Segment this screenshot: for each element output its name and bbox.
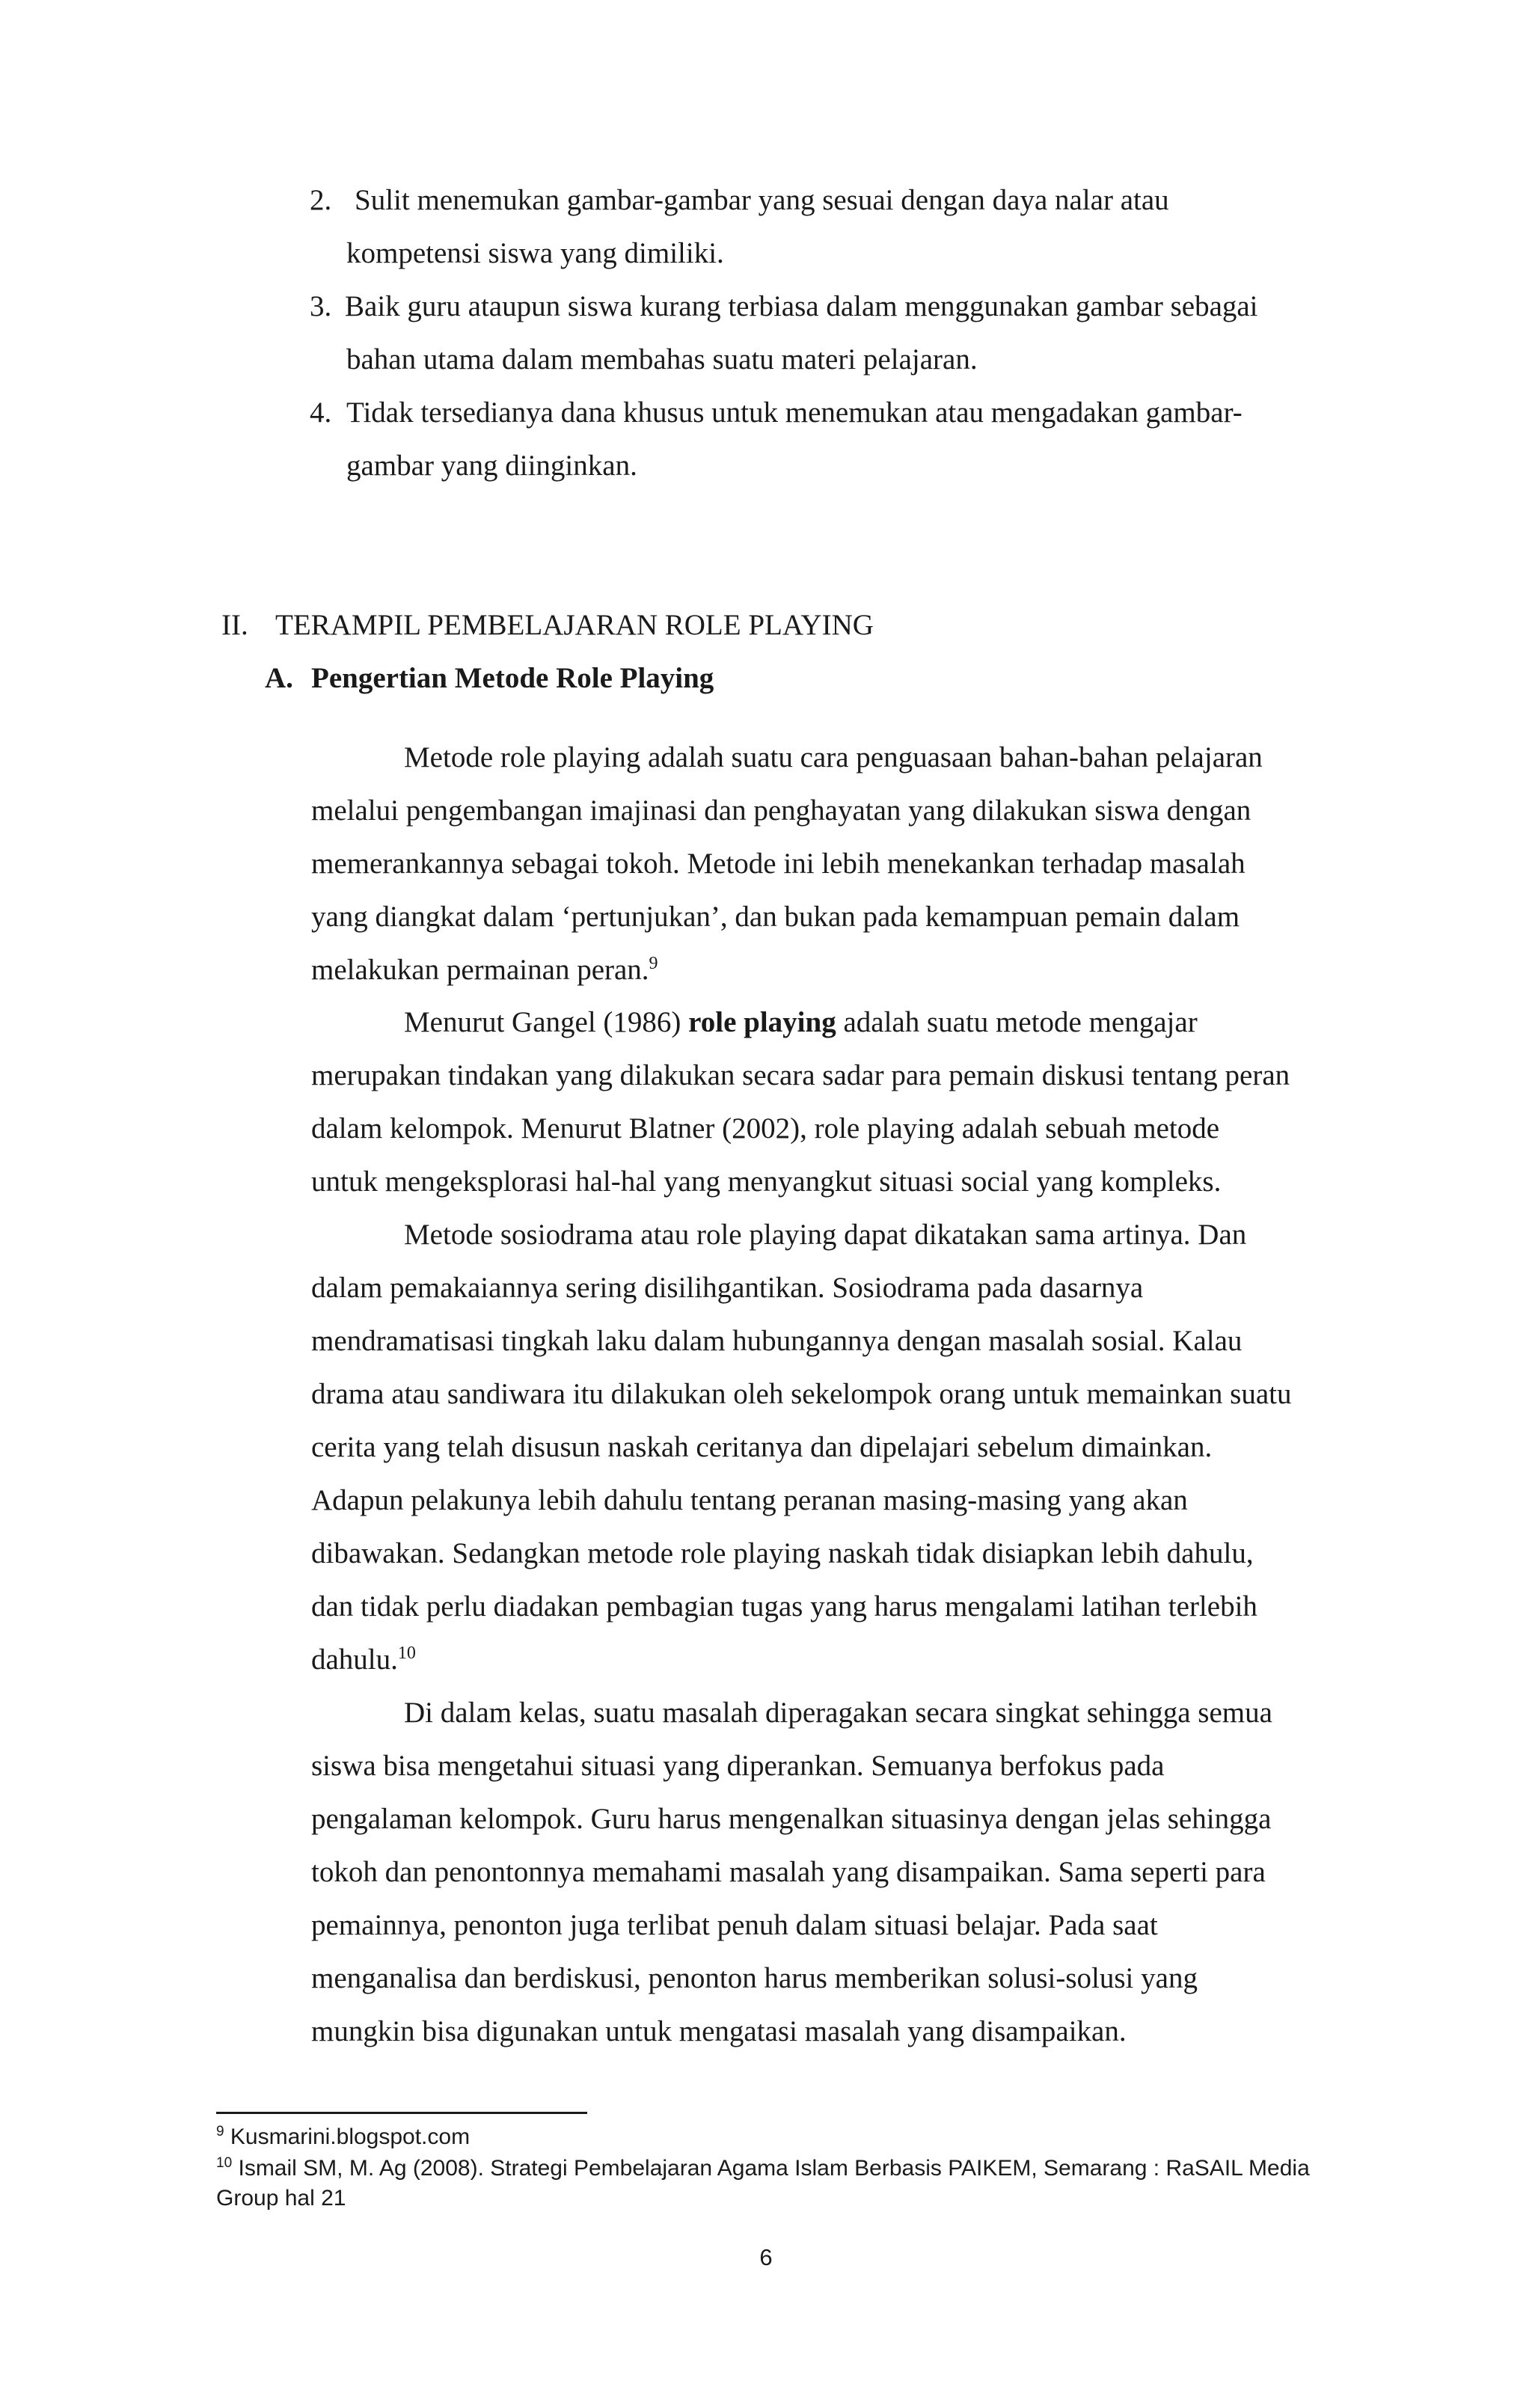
footnote-ref: 10 [397,1643,416,1663]
paragraph-line: mendramatisasi tingkah laku dalam hubungannya dengan masalah sosial. Kalau [311,1325,1243,1357]
footnote-text: Ismail SM, M. Ag (2008). Strategi Pembelajaran Agama Islam Berbasis PAIKEM, Semarang : RaSAIL Media [238,2156,1310,2181]
paragraph-line: dalam pemakaiannya sering disilihgantikan. Sosiodrama pada dasarnya [311,1272,1144,1304]
list-item-line: Tidak tersedianya dana khusus untuk menemukan atau mengadakan gambar- [346,396,1243,429]
paragraph-line: tokoh dan penontonnya memahami masalah yang disampaikan. Sama seperti para [311,1856,1266,1888]
footnote [216,2124,470,2150]
paragraph-line: melalui pengembangan imajinasi dan penghayatan yang dilakukan siswa dengan [311,794,1251,827]
footnote-continuation: Group hal 21 [216,2186,346,2211]
paragraph-text: dahulu. [311,1643,398,1676]
paragraph-line: Adapun pelakunya lebih dahulu tentang peranan masing-masing yang akan [311,1484,1188,1516]
paragraph-line [311,1643,416,1676]
paragraph-line: memerankannya sebagai tokoh. Metode ini lebih menekankan terhadap masalah [311,848,1245,880]
list-item-line: Baik guru ataupun siswa kurang terbiasa dalam menggunakan gambar sebagai [345,290,1258,322]
page-number: 6 [759,2244,773,2270]
paragraph-line: merupakan tindakan yang dilakukan secara sadar para pemain diskusi tentang peran [311,1059,1290,1091]
footnote-number: 10 [216,2155,233,2171]
paragraph-line: drama atau sandiwara itu dilakukan oleh sekelompok orang untuk memainkan suatu [311,1378,1292,1410]
footnote-text: Kusmarini.blogspot.com [230,2124,471,2149]
footnote-separator [216,2112,587,2114]
list-number: 2. [310,184,332,216]
list-item-line: bahan utama dalam membahas suatu materi pelajaran. [346,343,978,376]
subsection-title: Pengertian Metode Role Playing [311,662,714,694]
paragraph-line: Di dalam kelas, suatu masalah diperagakan secara singkat sehingga semua [404,1697,1272,1729]
footnote [216,2156,1310,2181]
paragraph-line: pemainnya, penonton juga terlibat penuh dalam situasi belajar. Pada saat [311,1909,1158,1941]
paragraph-line: menganalisa dan berdiskusi, penonton harus memberikan solusi-solusi yang [311,1962,1198,1994]
paragraph-line: yang diangkat dalam ‘pertunjukan’, dan bukan pada kemampuan pemain dalam [311,901,1240,933]
subsection-letter: A. [265,662,293,694]
list-item-line: gambar yang diinginkan. [346,450,637,482]
section-title: TERAMPIL PEMBELAJARAN ROLE PLAYING [275,609,874,641]
paragraph-line: Metode role playing adalah suatu cara penguasaan bahan-bahan pelajaran [404,741,1263,773]
paragraph-line: dan tidak perlu diadakan pembagian tugas yang harus mengalami latihan terlebih [311,1590,1257,1623]
footnote-number: 9 [216,2124,224,2139]
paragraph-line: untuk mengeksplorasi hal-hal yang menyangkut situasi social yang kompleks. [311,1165,1222,1198]
paragraph-line: siswa bisa mengetahui situasi yang diperankan. Semuanya berfokus pada [311,1750,1165,1782]
paragraph-line: pengalaman kelompok. Guru harus mengenalkan situasinya dengan jelas sehingga [311,1803,1272,1835]
list-number: 4. [310,396,332,429]
list-item-line: Sulit menemukan gambar-gambar yang sesuai dengan daya nalar atau [355,184,1169,216]
list-number: 3. [310,290,332,322]
paragraph-line: Metode sosiodrama atau role playing dapat dikatakan sama artinya. Dan [404,1219,1247,1251]
paragraph-line: mungkin bisa digunakan untuk mengatasi masalah yang disampaikan. [311,2015,1127,2047]
paragraph-text: melakukan permainan peran. [311,954,649,986]
paragraph-line [404,1005,1346,1039]
paragraph-line: dibawakan. Sedangkan metode role playing naskah tidak disiapkan lebih dahulu, [311,1537,1254,1569]
paragraph-line [311,953,658,987]
paragraph-line: dalam kelompok. Menurut Blatner (2002), role playing adalah sebuah metode [311,1112,1220,1145]
paragraph-line: cerita yang telah disusun naskah ceritanya dan dipelajari sebelum dimainkan. [311,1431,1213,1463]
footnote-ref: 9 [649,954,658,973]
paragraph-text: Menurut Gangel (1986) [404,1006,681,1038]
list-item-line: kompetensi siswa yang dimiliki. [346,237,724,269]
bold-term: role playing [688,1006,836,1038]
paragraph-text: adalah suatu metode mengajar [843,1006,1198,1038]
section-number: II. [221,609,248,641]
